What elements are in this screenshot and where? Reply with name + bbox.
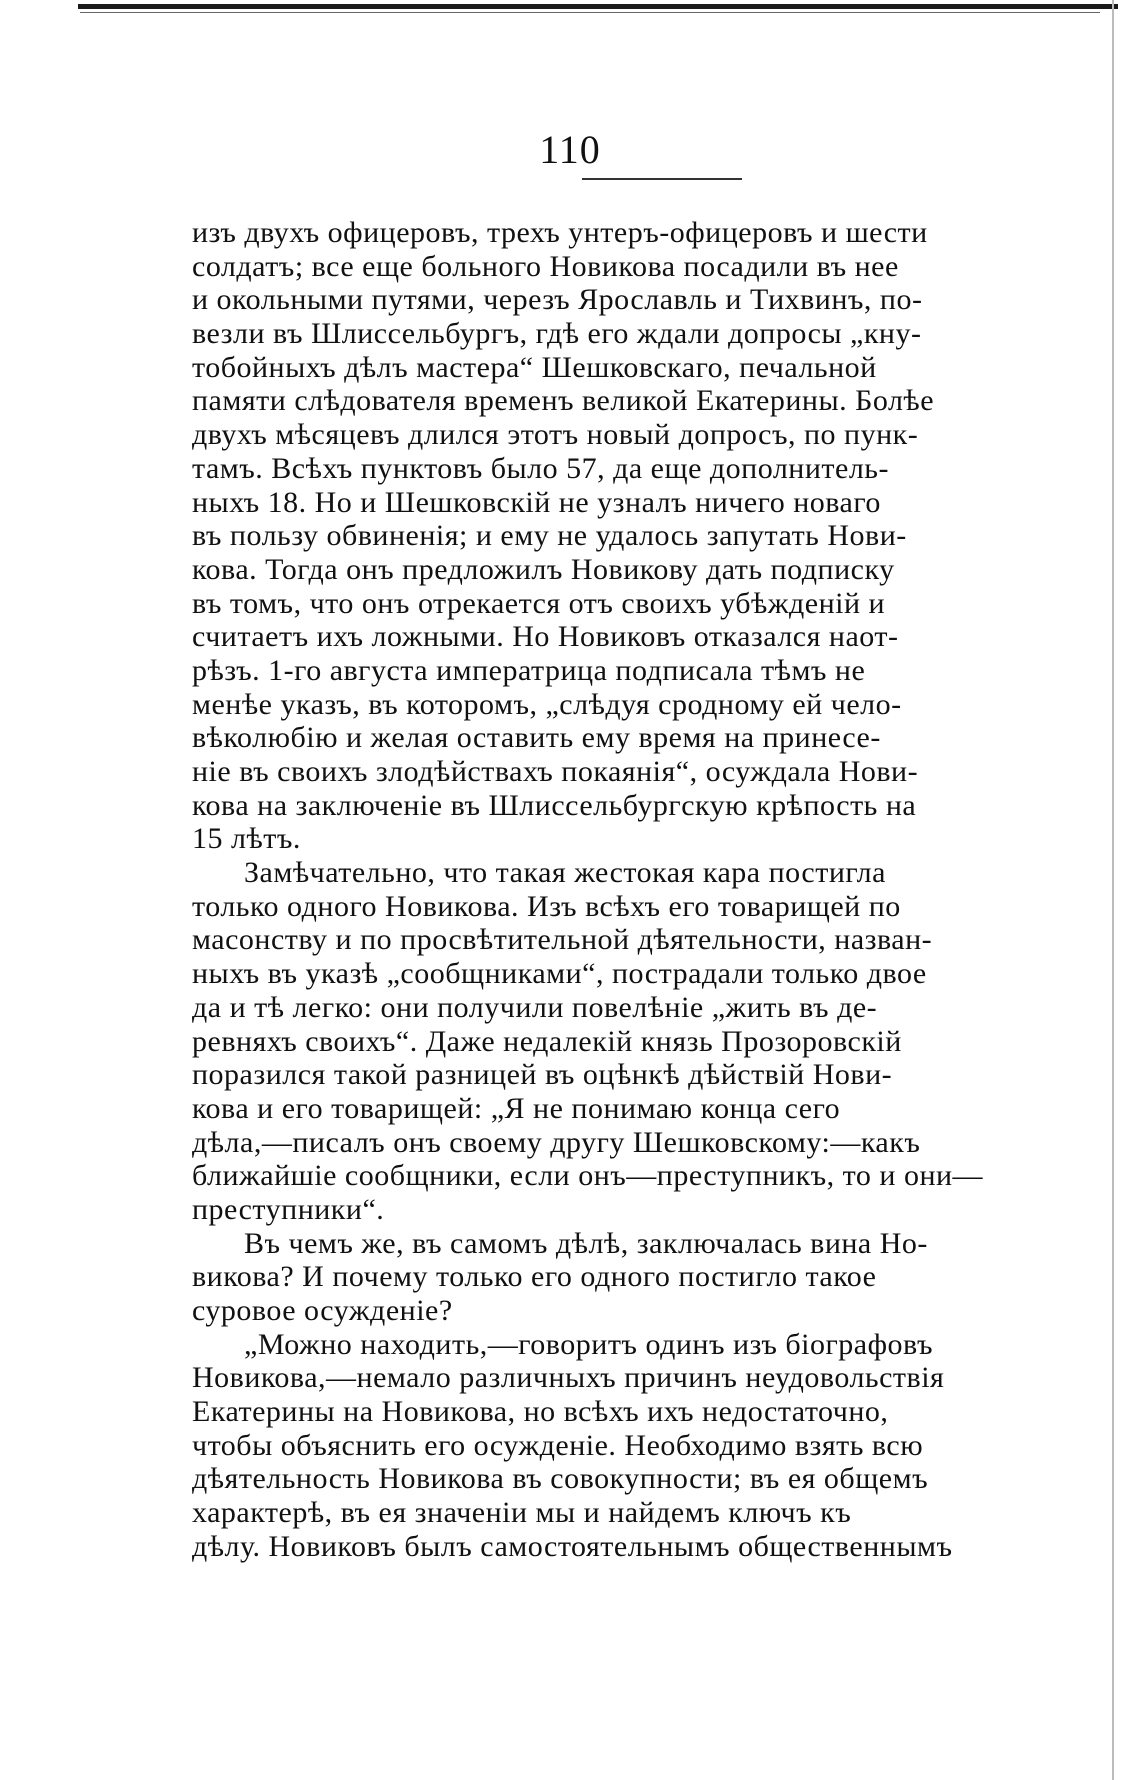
text-line: да и тѣ легко: они получили повелѣніе „жить въ де- [192,990,878,1024]
text-line: „Можно находить,—говоритъ одинъ изъ біографовъ [244,1327,933,1361]
text-line: везли въ Шлиссельбургъ, гдѣ его ждали допросы „кну- [192,317,922,351]
text-line: Замѣчательно, что такая жестокая кара постигла [244,856,886,890]
text-line: ревняхъ своихъ“. Даже недалекій князь Прозоровскій [192,1024,902,1058]
text-line: Въ чемъ же, въ самомъ дѣлѣ, заключалась вина Но- [244,1226,928,1260]
text-line: дѣла,—писалъ онъ своему другу Шешковскому:—какъ [192,1125,921,1159]
text-line: вѣколюбію и желая оставить ему время на принесе- [192,721,881,755]
text-line: викова? И почему только его одного постигло такое [192,1260,877,1294]
text-line: въ томъ, что онъ отрекается отъ своихъ убѣжденій и [192,586,886,620]
text-line: ныхъ 18. Но и Шешковскій не узналъ ничего новаго [192,485,881,519]
text-line: памяти слѣдователя временъ великой Екатерины. Болѣе [192,384,935,418]
text-line: тамъ. Всѣхъ пунктовъ было 57, да еще дополнитель- [192,451,889,485]
paragraph-2 [192,856,1124,1227]
text-line: кова и его товарищей: „Я не понимаю конца сего [192,1091,841,1125]
text-line: въ пользу обвиненія; и ему не удалось запутать Нови- [192,519,907,553]
text-line: дѣлу. Новиковъ былъ самостоятельнымъ общественнымъ [192,1529,953,1563]
text-line: кова. Тогда онъ предложилъ Новикову дать подписку [192,552,895,586]
text-line: 15 лѣтъ. [192,822,301,856]
text-line: рѣзъ. 1-го августа императрица подписала тѣмъ не [192,653,866,687]
text-line: тобойныхъ дѣлъ мастера“ Шешковскаго, печальной [192,350,877,384]
paragraph-3 [192,1227,1124,1328]
paragraph-4 [192,1328,1124,1564]
text-line: солдатъ; все еще больного Новикова посадили въ нее [192,249,899,283]
text-line: масонству и по просвѣтительной дѣятельности, назван- [192,923,933,957]
text-line: преступники“. [192,1192,385,1226]
text-line: изъ двухъ офицеровъ, трехъ унтеръ-офицеровъ и шести [192,216,928,249]
text-line: двухъ мѣсяцевъ длился этотъ новый допросъ, по пунк- [192,418,919,452]
text-line: характерѣ, въ ея значеніи мы и найдемъ ключъ къ [192,1496,852,1530]
top-thin-rule [80,12,1100,13]
page-number-underline [582,178,742,180]
text-line: чтобы объяснить его осужденіе. Необходимо взять всю [192,1428,924,1462]
text-line: только одного Новикова. Изъ всѣхъ его товарищей по [192,889,901,923]
text-line: ближайшіе сообщники, если онъ—преступникъ, то и они— [192,1159,984,1193]
text-line: дѣятельность Новикова въ совокупности; въ ея общемъ [192,1462,929,1496]
paragraph-1 [192,216,1124,856]
text-line: поразился такой разницей въ оцѣнкѣ дѣйствій Нови- [192,1058,893,1092]
text-line: и окольными путями, черезъ Ярославль и Тихвинъ, по- [192,283,923,317]
text-line: менѣе указъ, въ которомъ, „слѣдуя сродному ей чело- [192,687,902,721]
body-text [192,216,1124,1656]
text-line: суровое осужденіе? [192,1294,453,1327]
text-line: Новикова,—немало различныхъ причинъ неудовольствія [192,1361,945,1395]
text-line: ныхъ въ указѣ „сообщниками“, пострадали только двое [192,957,927,991]
text-line: Екатерины на Новикова, но всѣхъ ихъ недостаточно, [192,1395,889,1429]
page-number: 110 [539,127,601,172]
text-line: кова на заключеніе въ Шлиссельбургскую крѣпость на [192,788,917,822]
text-line: считаетъ ихъ ложными. Но Новиковъ отказался наот- [192,620,899,654]
text-line: ніе въ своихъ злодѣйствахъ покаянія“, осуждала Нови- [192,755,919,788]
top-border-rule [78,4,1118,9]
